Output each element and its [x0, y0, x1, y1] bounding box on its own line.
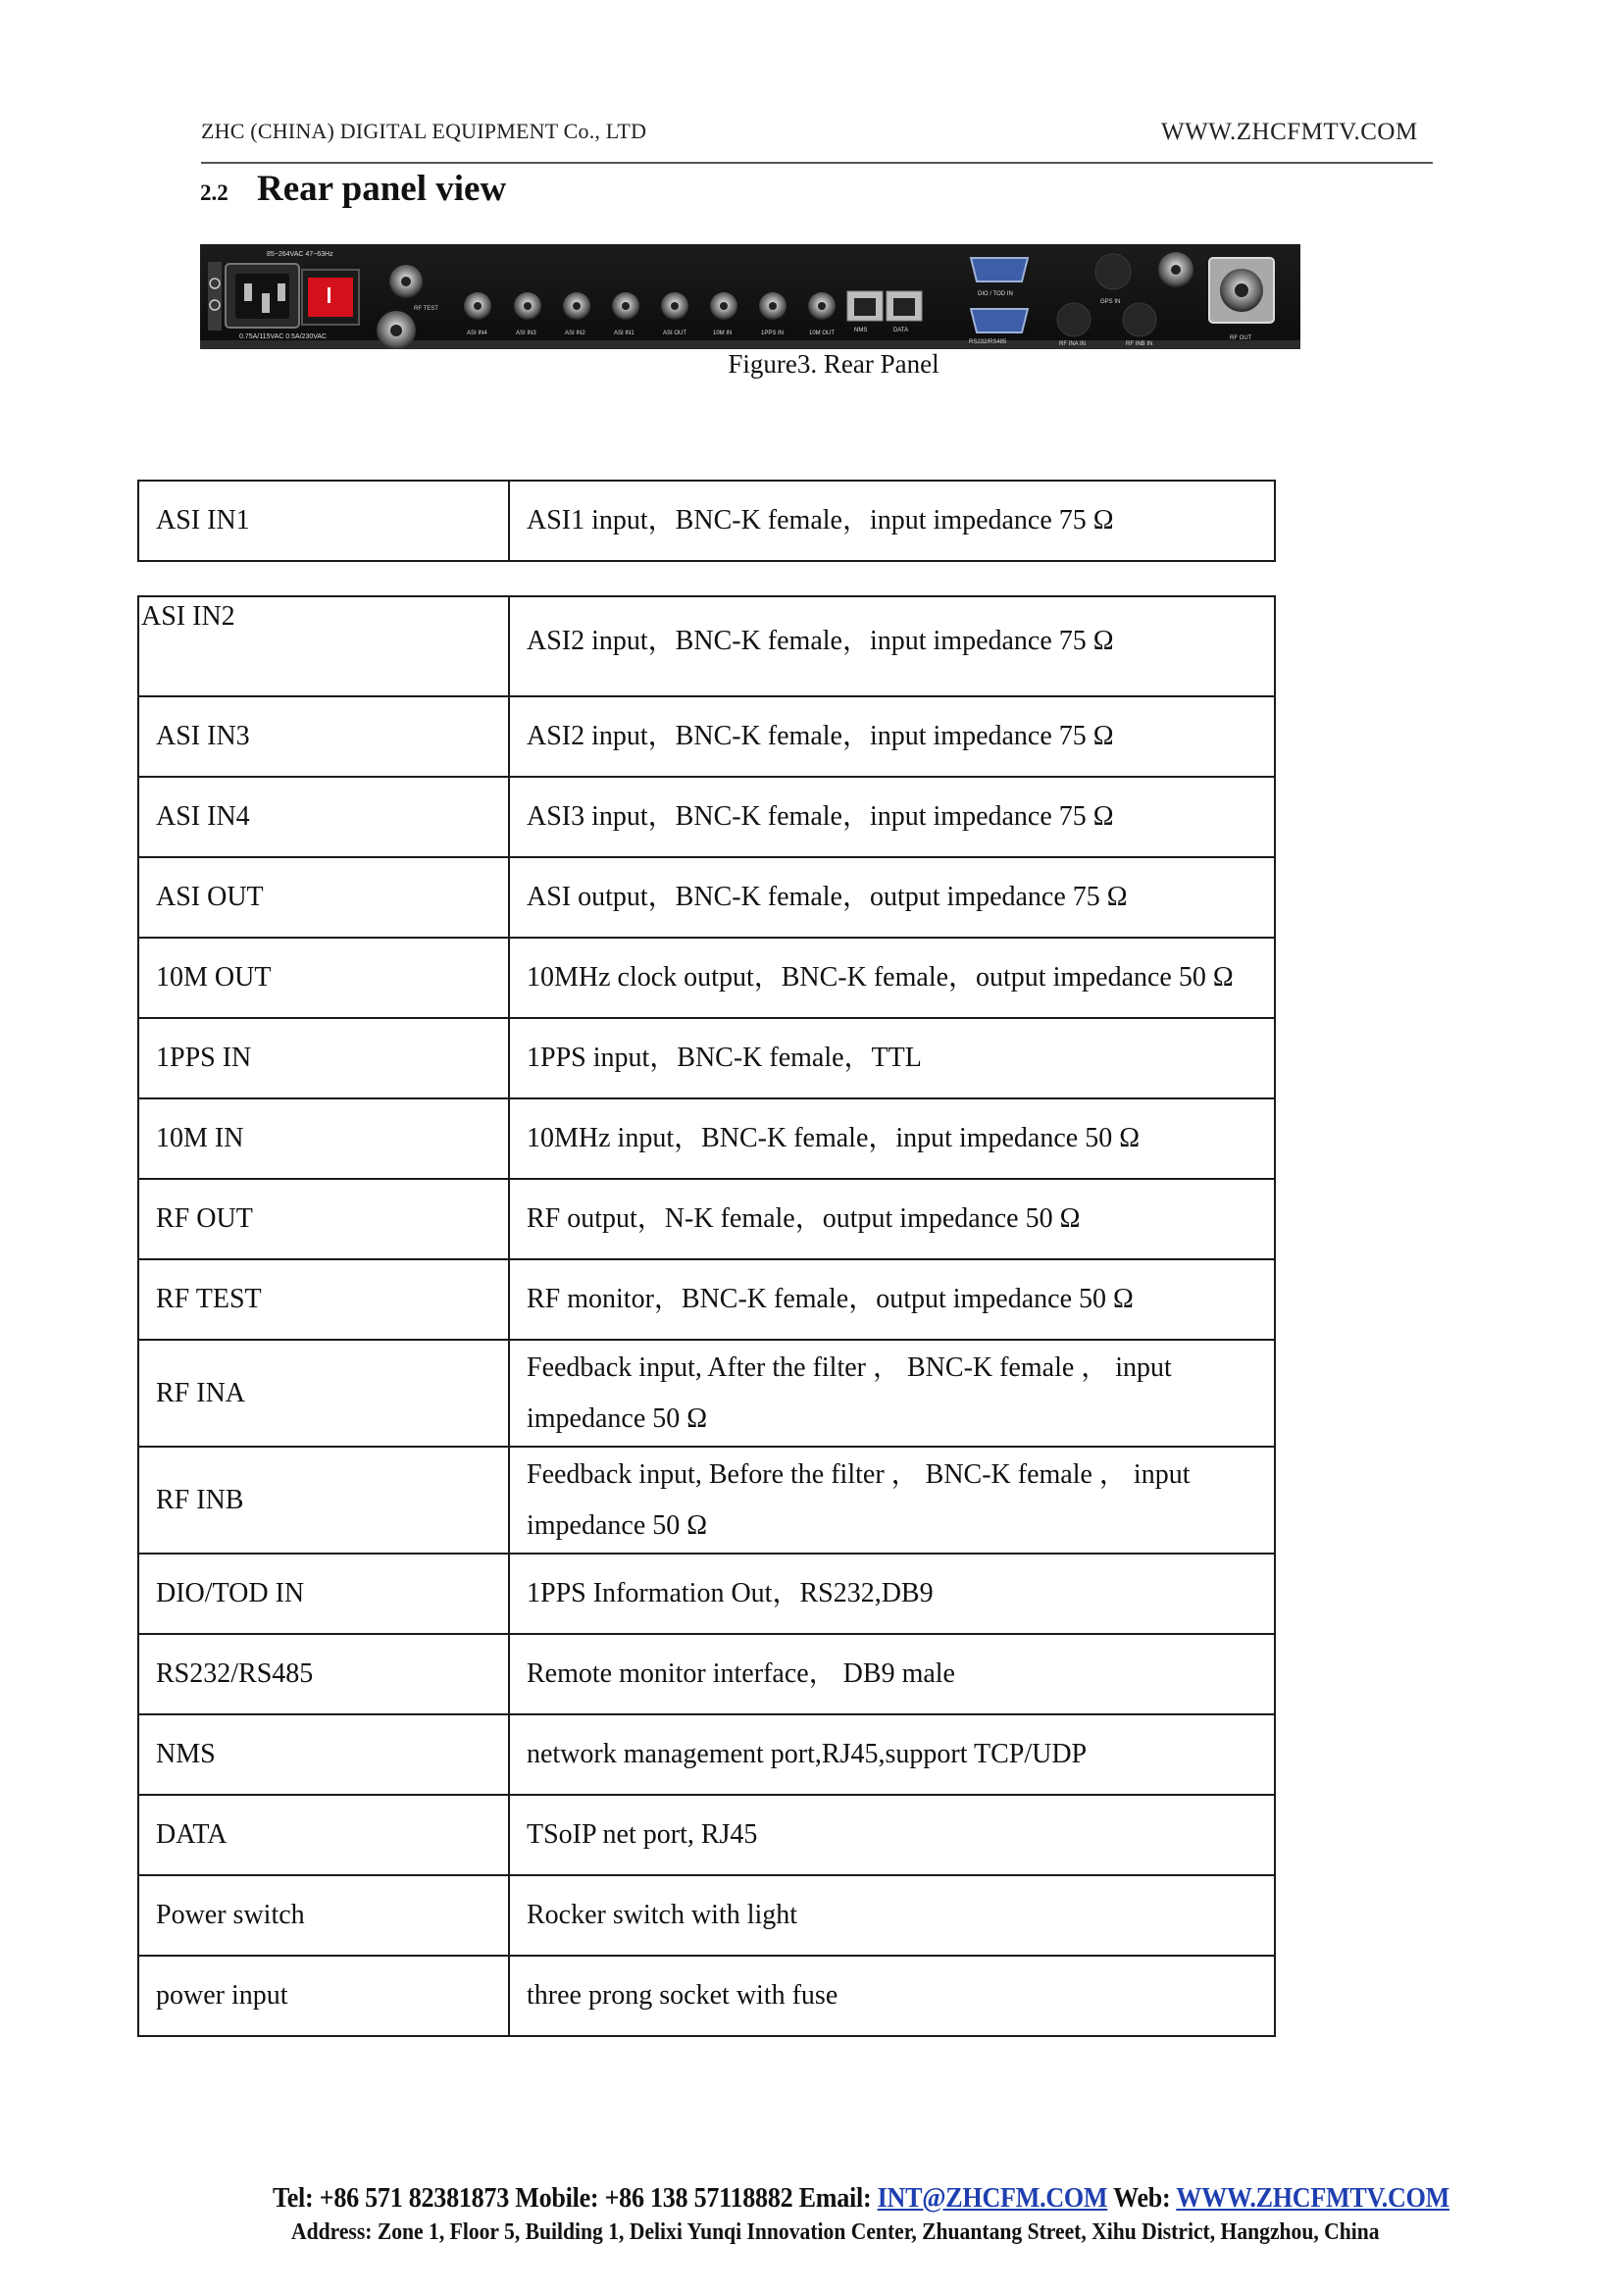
port-name: 1PPS IN	[138, 1018, 509, 1098]
port-description: ASI output，BNC-K female，output impedance 75 Ω	[509, 857, 1275, 938]
table-row	[138, 481, 1275, 561]
port-name: ASI IN4	[138, 777, 509, 857]
table-row	[138, 857, 1275, 938]
port-description: RF output，N-K female，output impedance 50 Ω	[509, 1179, 1275, 1259]
port-name: ASI OUT	[138, 857, 509, 938]
svg-text:10M OUT: 10M OUT	[809, 331, 836, 336]
rear-panel-image	[200, 244, 1300, 349]
svg-text:DIO / TOD IN: DIO / TOD IN	[978, 291, 1013, 297]
header-divider	[201, 162, 1433, 164]
port-description: Feedback input, After the filter ， BNC-K female ， input impedance 50 Ω	[509, 1340, 1275, 1447]
svg-text:ASI OUT: ASI OUT	[663, 331, 687, 336]
svg-text:NMS: NMS	[854, 328, 868, 333]
svg-text:ASI IN1: ASI IN1	[614, 331, 634, 336]
table-row	[138, 1179, 1275, 1259]
svg-text:RF INA IN: RF INA IN	[1059, 341, 1087, 347]
svg-text:ASI IN4: ASI IN4	[467, 331, 487, 336]
section-title: Rear panel view	[257, 169, 507, 209]
svg-text:DATA: DATA	[893, 328, 909, 333]
port-name: power input	[138, 1956, 509, 2036]
port-description: ASI2 input，BNC-K female，input impedance 75 Ω	[509, 696, 1275, 777]
spec-table-1	[137, 480, 1276, 562]
table-row	[138, 1259, 1275, 1340]
svg-text:1PPS IN: 1PPS IN	[761, 331, 785, 336]
port-description: 1PPS input，BNC-K female，TTL	[509, 1018, 1275, 1098]
figure-caption: Figure3. Rear Panel	[728, 349, 939, 379]
company-name: ZHC (CHINA) DIGITAL EQUIPMENT Co., LTD	[201, 119, 647, 143]
table-row	[138, 1447, 1275, 1554]
table-row	[138, 1956, 1275, 2036]
svg-text:ASI IN3: ASI IN3	[516, 331, 536, 336]
port-name: NMS	[138, 1714, 509, 1795]
port-description: 10MHz input，BNC-K female，input impedance 50 Ω	[509, 1098, 1275, 1179]
port-description: TSoIP net port, RJ45	[509, 1795, 1275, 1875]
table-row	[138, 1018, 1275, 1098]
table-row	[138, 1554, 1275, 1634]
port-description: Feedback input, Before the filter ， BNC-K female ， input impedance 50 Ω	[509, 1447, 1275, 1554]
svg-text:GPS IN: GPS IN	[1100, 299, 1121, 305]
port-name: RS232/RS485	[138, 1634, 509, 1714]
port-name: RF TEST	[138, 1259, 509, 1340]
table-row	[138, 1098, 1275, 1179]
port-description: three prong socket with fuse	[509, 1956, 1275, 2036]
port-name: DATA	[138, 1795, 509, 1875]
footer-email-link[interactable]: INT@ZHCFM.COM	[877, 2182, 1108, 2214]
footer-address: Address: Zone 1, Floor 5, Building 1, Delixi Yunqi Innovation Center, Zhuantang Street, Xihu District, Hangzhou, China	[291, 2219, 1380, 2245]
table-row	[138, 596, 1275, 696]
gps-in-connector	[1095, 254, 1131, 289]
svg-text:RF INB IN: RF INB IN	[1126, 341, 1153, 347]
port-description: ASI3 input，BNC-K female，input impedance 75 Ω	[509, 777, 1275, 857]
port-name: DIO/TOD IN	[138, 1554, 509, 1634]
section-number: 2.2	[200, 180, 228, 205]
power-spec-label: 85~264VAC 47~63Hz	[267, 251, 333, 258]
fuse-spec-label: 0.75A/115VAC 0.5A/230VAC	[239, 333, 328, 340]
table-row	[138, 777, 1275, 857]
rs232-port	[971, 309, 1028, 332]
port-name: Power switch	[138, 1875, 509, 1956]
port-name: RF OUT	[138, 1179, 509, 1259]
svg-text:RS232/RS485: RS232/RS485	[969, 339, 1007, 345]
footer-contact	[273, 2182, 1449, 2215]
dio-tod-port	[971, 258, 1028, 281]
port-description: ASI1 input，BNC-K female，input impedance 75 Ω	[509, 481, 1275, 561]
footer-tel-label: Tel: +86 571 82381873 Mobile: +86 138 57118882 Email:	[273, 2182, 878, 2214]
port-description: Rocker switch with light	[509, 1875, 1275, 1956]
table-row	[138, 696, 1275, 777]
footer-web-label: Web:	[1107, 2182, 1177, 2214]
port-description: Remote monitor interface， DB9 male	[509, 1634, 1275, 1714]
table-row	[138, 1340, 1275, 1447]
spec-table-2	[137, 595, 1276, 2037]
port-name: 10M IN	[138, 1098, 509, 1179]
port-description: ASI2 input，BNC-K female，input impedance 75 Ω	[509, 596, 1275, 696]
table-row	[138, 1795, 1275, 1875]
company-website: WWW.ZHCFMTV.COM	[1161, 119, 1418, 145]
port-description: 1PPS Information Out，RS232,DB9	[509, 1554, 1275, 1634]
port-name: 10M OUT	[138, 938, 509, 1018]
port-name: RF INA	[138, 1340, 509, 1447]
port-name: ASI IN3	[138, 696, 509, 777]
footer-web-link[interactable]: WWW.ZHCFMTV.COM	[1176, 2182, 1449, 2214]
port-name: ASI IN2	[138, 596, 509, 696]
port-description: RF monitor，BNC-K female，output impedance 50 Ω	[509, 1259, 1275, 1340]
rf-ina-connector	[1057, 303, 1091, 336]
rf-inb-connector	[1123, 303, 1156, 336]
table-row	[138, 1634, 1275, 1714]
svg-text:ASI IN2: ASI IN2	[565, 331, 585, 336]
svg-text:RF TEST: RF TEST	[414, 306, 438, 312]
port-description: 10MHz clock output，BNC-K female，output impedance 50 Ω	[509, 938, 1275, 1018]
port-name: ASI IN1	[138, 481, 509, 561]
port-name: RF INB	[138, 1447, 509, 1554]
table-row	[138, 1875, 1275, 1956]
table-row	[138, 938, 1275, 1018]
port-description: network management port,RJ45,support TCP/UDP	[509, 1714, 1275, 1795]
svg-text:10M IN: 10M IN	[713, 331, 733, 336]
svg-text:RF OUT: RF OUT	[1230, 335, 1252, 341]
table-row	[138, 1714, 1275, 1795]
